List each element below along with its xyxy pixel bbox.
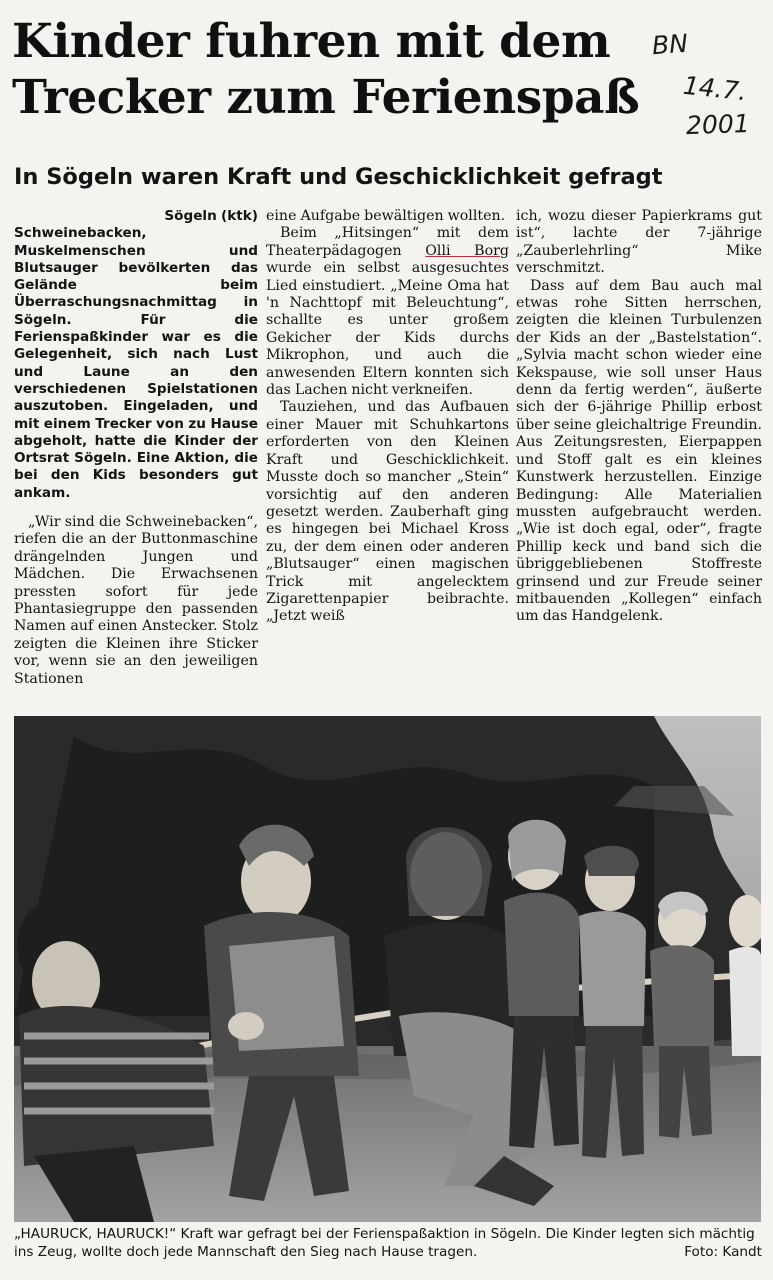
headline: [12, 14, 652, 126]
article-paragraph: „Wir sind die Schweinebacken“, riefen die an der Buttonmaschine drängelnden Jungen und Mädchen. Die Erwachsenen pressten sofort für jede Phantasiegruppe den passenden Namen auf einen Anstecker. Stolz zeigten die Kleinen ihre Sticker vor, wenn sie an den jeweiligen Stationen: [14, 514, 258, 687]
article-paragraph: [266, 225, 509, 399]
subheadline: In Sögeln waren Kraft und Geschicklichkeit gefragt: [14, 164, 663, 190]
lead-text: Schweinebacken, Muskelmenschen und Blutsauger bevölkerten das Gelände beim Überraschungsnachmittag in Sögeln. Für die Ferienspaßkinder war es die Gelegenheit, sich nach Lust und Laune an den verschiedenen Spielstationen auszutoben. Eingeladen, und mit einem Trecker von zu Hause abgeholt, hatte die Kinder der Ortsrat Sögeln. Eine Aktion, die bei den Kids besonders gut ankam.: [14, 225, 258, 501]
underlined-name: Olli Borg: [425, 242, 509, 259]
article-paragraph: ich, wozu dieser Papierkrams gut ist“, lachte der 7-jährige „Zauberlehrling“ Mike verschmitzt.: [516, 208, 762, 277]
handwritten-year: 2001: [685, 108, 751, 141]
photo-illustration: [14, 716, 761, 1222]
handwritten-date: 14.7.: [681, 70, 749, 107]
caption-text: „HAURUCK, HAURUCK!“ Kraft war gefragt bei der Ferienspaßaktion in Sögeln. Die Kinder legten sich mächtig ins Zeug, wollte doch jede Mannschaft den Sieg nach Hause tragen.: [14, 1226, 755, 1260]
article-column-3: [516, 208, 762, 626]
article-lead: [14, 208, 258, 502]
headline-line-2: Trecker zum Ferienspaß: [12, 70, 640, 125]
article-paragraph: eine Aufgabe bewältigen wollten.: [266, 208, 506, 224]
tug-of-war-photo: [14, 716, 761, 1222]
article-paragraph: Tauziehen, und das Aufbauen einer Mauer mit Schuhkartons erforderten von den Kleinen Kraft und Geschicklichkeit. Musste doch so mancher „Stein“ vorsichtig auf den anderen gesetzt werden. Zauberhaft ging es hingegen bei Michael Kross zu, der dem einen oder anderen „Blutsauger“ einen magischen Trick mit angelecktem Zigarettenpapier beibrachte. „Jetzt weiß: [266, 399, 509, 625]
headline-line-1: Kinder fuhren mit dem: [12, 14, 611, 69]
paragraph-text: Beim „Hitsingen“ mit dem Theaterpädagogen: [266, 225, 509, 259]
dateline: Sögeln (ktk): [164, 208, 258, 224]
paragraph-text: wurde ein selbst ausgesuchtes Lied einstudiert. „Meine Oma hat 'n Nachttopf mit Beleuchtung“, schallte es unter großem Gekicher der Kids durchs Mikrophon, und auch die anwesenden Eltern konnten sich das Lachen nicht verkneifen.: [266, 260, 509, 399]
article-column-2: [266, 208, 509, 626]
article-paragraph: Dass auf dem Bau auch mal etwas rohe Sitten herrschen, zeigten die kleinen Turbulenzen der Kids an der „Bastelstation“. „Sylvia macht schon wieder eine Kekspause, wie soll unser Haus denn da fertig werden“, äußerte sich der 6-jährige Phillip erbost über seine gleichaltrige Freundin. Aus Zeitungsresten, Eierpappen und Stoff galt es ein kleines Kunstwerk herzustellen. Einzige Bedingung: Alle Materialien mussten aufgebraucht werden. „Wie ist doch egal, oder“, fragte Phillip keck und band sich die übriggebliebenen Stoffreste grinsend und zur Freude seiner mitbauenden „Kollegen“ einfach um das Handgelenk.: [516, 277, 762, 625]
article-column-1: [14, 208, 258, 688]
photo-credit: Foto: Kandt: [684, 1243, 762, 1260]
photo-caption: [14, 1226, 762, 1261]
handwritten-source: BN: [650, 28, 689, 61]
child-7: [729, 895, 761, 1056]
